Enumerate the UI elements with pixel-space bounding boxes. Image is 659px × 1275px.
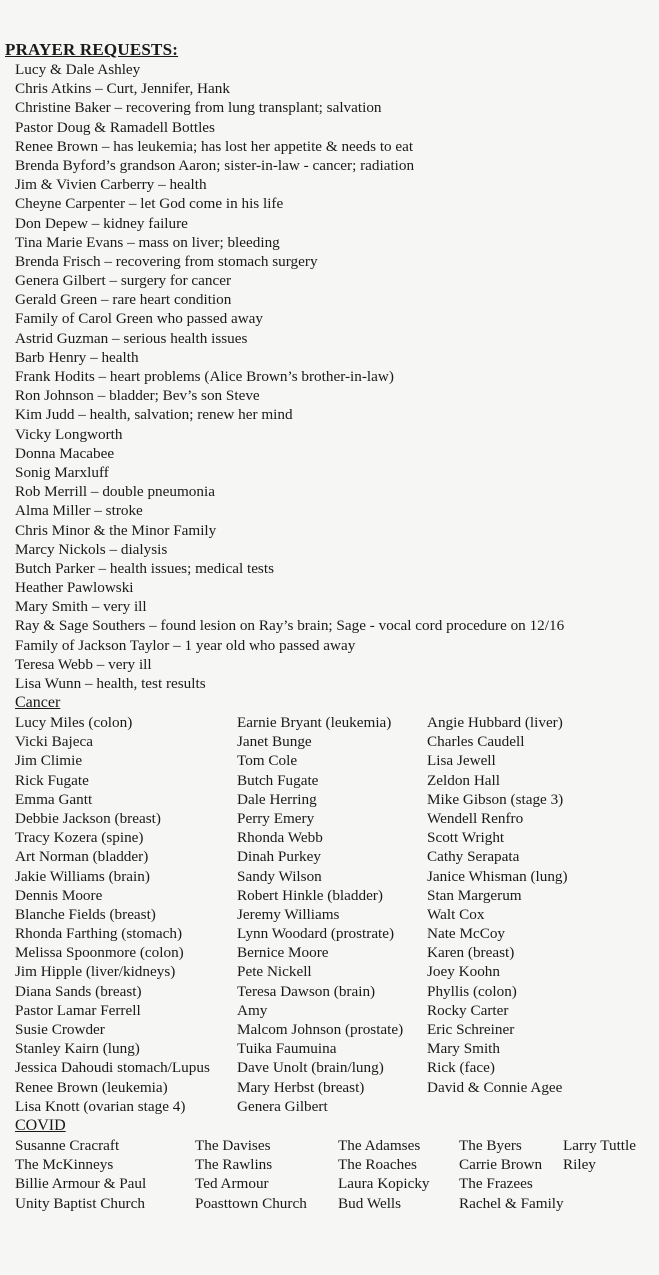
cancer-name-entry: Stan Margerum bbox=[427, 886, 522, 904]
cancer-name-entry: Emma Gantt bbox=[15, 790, 93, 808]
cancer-name-entry: Rick Fugate bbox=[15, 771, 89, 789]
prayer-request-item: Pastor Doug & Ramadell Bottles bbox=[15, 118, 215, 136]
cancer-row bbox=[15, 1097, 655, 1116]
cancer-name-entry: Phyllis (colon) bbox=[427, 982, 517, 1000]
cancer-row bbox=[15, 867, 655, 886]
cancer-name-entry: Nate McCoy bbox=[427, 925, 506, 943]
cancer-name-entry: Malcom Johnson (prostate) bbox=[237, 1021, 404, 1038]
cancer-name-entry: Teresa Dawson (brain) bbox=[237, 982, 376, 1000]
cancer-row bbox=[15, 982, 655, 1001]
cancer-name-entry: Bernice Moore bbox=[237, 944, 329, 962]
prayer-request-item: Chris Minor & the Minor Family bbox=[15, 521, 217, 539]
cancer-name-entry: David & Connie Agee bbox=[427, 1078, 563, 1096]
cancer-name-entry: Melissa Spoonmore (colon) bbox=[15, 944, 184, 962]
prayer-request-list bbox=[15, 60, 655, 693]
cancer-name-entry: Scott Wright bbox=[427, 829, 505, 847]
cancer-name-entry: Lisa Jewell bbox=[427, 752, 496, 770]
cancer-name-entry: Dave Unolt (brain/lung) bbox=[237, 1059, 384, 1077]
cancer-name-entry: Blanche Fields (breast) bbox=[15, 905, 156, 923]
cancer-name-entry: Perry Emery bbox=[237, 809, 315, 827]
cancer-name-entry: Mike Gibson (stage 3) bbox=[427, 790, 564, 808]
covid-name-entry: Unity Baptist Church bbox=[15, 1194, 145, 1212]
cancer-row bbox=[15, 847, 655, 866]
cancer-name-entry: Art Norman (bladder) bbox=[15, 848, 149, 866]
cancer-name-entry: Debbie Jackson (breast) bbox=[15, 809, 161, 827]
cancer-list bbox=[15, 713, 655, 1116]
prayer-request-item: Gerald Green – rare heart condition bbox=[15, 291, 232, 309]
covid-name-entry: Poasttown Church bbox=[195, 1194, 307, 1212]
cancer-name-entry: Walt Cox bbox=[427, 905, 485, 923]
covid-name-entry: The McKinneys bbox=[15, 1156, 114, 1174]
cancer-row bbox=[15, 943, 655, 962]
prayer-request-item: Don Depew – kidney failure bbox=[15, 214, 188, 232]
cancer-name-entry: Pastor Lamar Ferrell bbox=[15, 1001, 141, 1019]
cancer-name-entry: Amy bbox=[237, 1001, 268, 1019]
covid-list bbox=[15, 1136, 659, 1213]
cancer-row bbox=[15, 1020, 655, 1039]
covid-name-entry: Bud Wells bbox=[338, 1194, 402, 1212]
covid-name-entry: Laura Kopicky bbox=[338, 1175, 430, 1193]
cancer-heading: Cancer bbox=[15, 694, 61, 711]
prayer-request-item: Rob Merrill – double pneumonia bbox=[15, 483, 215, 501]
cancer-name-entry: Janet Bunge bbox=[237, 733, 312, 751]
covid-name-entry: The Roaches bbox=[338, 1156, 417, 1174]
prayer-request-item: Donna Macabee bbox=[15, 444, 115, 462]
covid-name-entry: Riley bbox=[563, 1156, 596, 1174]
cancer-name-entry: Sandy Wilson bbox=[237, 867, 322, 885]
prayer-request-item: Brenda Byford’s grandson Aaron; sister-in-law - cancer; radiation bbox=[15, 156, 415, 174]
cancer-name-entry: Charles Caudell bbox=[427, 733, 525, 751]
cancer-name-entry: Mary Herbst (breast) bbox=[237, 1078, 365, 1096]
prayer-request-item: Lucy & Dale Ashley bbox=[15, 61, 141, 78]
prayer-request-item: Chris Atkins – Curt, Jennifer, Hank bbox=[15, 80, 230, 98]
covid-name-entry: The Adamses bbox=[338, 1137, 421, 1154]
cancer-name-entry: Tracy Kozera (spine) bbox=[15, 829, 144, 847]
cancer-name-entry: Janice Whisman (lung) bbox=[427, 867, 568, 885]
covid-row bbox=[15, 1194, 659, 1213]
cancer-name-entry: Cathy Serapata bbox=[427, 848, 520, 866]
cancer-row bbox=[15, 713, 655, 732]
prayer-request-item: Mary Smith – very ill bbox=[15, 598, 147, 616]
prayer-request-item: Lisa Wunn – health, test results bbox=[15, 675, 206, 692]
covid-name-entry: The Byers bbox=[459, 1137, 522, 1154]
covid-name-entry: Susanne Cracraft bbox=[15, 1137, 120, 1154]
cancer-name-entry: Jakie Williams (brain) bbox=[15, 867, 150, 885]
cancer-row bbox=[15, 771, 655, 790]
covid-name-entry: Ted Armour bbox=[195, 1175, 269, 1193]
cancer-name-entry: Vicki Bajeca bbox=[15, 733, 93, 751]
cancer-name-entry: Rhonda Webb bbox=[237, 829, 323, 847]
prayer-request-item: Teresa Webb – very ill bbox=[15, 655, 152, 673]
prayer-request-item: Renee Brown – has leukemia; has lost her appetite & needs to eat bbox=[15, 137, 414, 155]
prayer-request-item: Family of Carol Green who passed away bbox=[15, 310, 263, 328]
cancer-name-entry: Earnie Bryant (leukemia) bbox=[237, 714, 392, 731]
prayer-request-item: Christine Baker – recovering from lung transplant; salvation bbox=[15, 99, 382, 117]
prayer-request-item: Butch Parker – health issues; medical tests bbox=[15, 559, 274, 577]
cancer-name-entry: Butch Fugate bbox=[237, 771, 319, 789]
cancer-name-entry: Dale Herring bbox=[237, 790, 317, 808]
prayer-request-item: Alma Miller – stroke bbox=[15, 502, 143, 520]
cancer-row bbox=[15, 751, 655, 770]
prayer-request-item: Marcy Nickols – dialysis bbox=[15, 540, 168, 558]
prayer-request-item: Brenda Frisch – recovering from stomach surgery bbox=[15, 252, 318, 270]
cancer-name-entry: Joey Koohn bbox=[427, 963, 500, 981]
cancer-row bbox=[15, 1039, 655, 1058]
prayer-request-item: Sonig Marxluff bbox=[15, 463, 109, 481]
cancer-name-entry: Karen (breast) bbox=[427, 944, 515, 962]
prayer-request-item: Vicky Longworth bbox=[15, 425, 123, 443]
covid-name-entry: The Davises bbox=[195, 1137, 271, 1154]
prayer-request-item: Tina Marie Evans – mass on liver; bleeding bbox=[15, 233, 280, 251]
prayer-request-item: Frank Hodits – heart problems (Alice Brown’s brother-in-law) bbox=[15, 368, 394, 385]
cancer-name-entry: Eric Schreiner bbox=[427, 1021, 515, 1038]
cancer-row bbox=[15, 1078, 655, 1097]
covid-row bbox=[15, 1174, 659, 1193]
cancer-name-entry: Tom Cole bbox=[237, 752, 298, 770]
cancer-name-entry: Jeremy Williams bbox=[237, 905, 340, 923]
prayer-request-item: Heather Pawlowski bbox=[15, 579, 134, 597]
cancer-row bbox=[15, 1001, 655, 1020]
cancer-name-entry: Wendell Renfro bbox=[427, 809, 524, 827]
prayer-request-item: Genera Gilbert – surgery for cancer bbox=[15, 272, 232, 290]
cancer-row bbox=[15, 1058, 655, 1077]
cancer-name-entry: Pete Nickell bbox=[237, 963, 312, 981]
cancer-name-entry: Susie Crowder bbox=[15, 1021, 105, 1038]
covid-name-entry: Billie Armour & Paul bbox=[15, 1175, 147, 1193]
cancer-name-entry: Rick (face) bbox=[427, 1059, 495, 1077]
prayer-request-item: Jim & Vivien Carberry – health bbox=[15, 176, 207, 194]
cancer-name-entry: Jim Hipple (liver/kidneys) bbox=[15, 963, 176, 981]
cancer-name-entry: Tuika Faumuina bbox=[237, 1040, 337, 1058]
cancer-name-entry: Mary Smith bbox=[427, 1040, 500, 1058]
cancer-name-entry: Renee Brown (leukemia) bbox=[15, 1078, 168, 1096]
cancer-name-entry: Zeldon Hall bbox=[427, 771, 500, 789]
cancer-name-entry: Genera Gilbert bbox=[237, 1097, 328, 1115]
covid-heading: COVID bbox=[15, 1117, 66, 1134]
covid-row bbox=[15, 1155, 659, 1174]
covid-name-entry: Rachel & Family bbox=[459, 1194, 564, 1212]
prayer-request-item: Astrid Guzman – serious health issues bbox=[15, 329, 248, 347]
cancer-name-entry: Angie Hubbard (liver) bbox=[427, 714, 563, 731]
cancer-name-entry: Robert Hinkle (bladder) bbox=[237, 886, 383, 904]
cancer-name-entry: Jim Climie bbox=[15, 752, 83, 770]
covid-row bbox=[15, 1136, 659, 1155]
covid-name-entry: The Rawlins bbox=[195, 1156, 273, 1174]
cancer-row bbox=[15, 809, 655, 828]
cancer-row bbox=[15, 905, 655, 924]
cancer-name-entry: Rhonda Farthing (stomach) bbox=[15, 925, 183, 943]
cancer-name-entry: Stanley Kairn (lung) bbox=[15, 1040, 140, 1058]
cancer-name-entry: Lisa Knott (ovarian stage 4) bbox=[15, 1097, 186, 1115]
cancer-name-entry: Dennis Moore bbox=[15, 886, 103, 904]
prayer-request-item: Ray & Sage Southers – found lesion on Ray’s brain; Sage - vocal cord procedure on 12/16 bbox=[15, 617, 565, 635]
covid-name-entry: Carrie Brown bbox=[459, 1156, 543, 1174]
cancer-row bbox=[15, 828, 655, 847]
covid-name-entry: Larry Tuttle bbox=[563, 1137, 636, 1154]
page-title: PRAYER REQUESTS: bbox=[5, 40, 179, 59]
cancer-row bbox=[15, 732, 655, 751]
covid-name-entry: The Frazees bbox=[459, 1175, 533, 1193]
cancer-row bbox=[15, 790, 655, 809]
cancer-name-entry: Rocky Carter bbox=[427, 1001, 509, 1019]
prayer-request-item: Barb Henry – health bbox=[15, 348, 139, 366]
cancer-name-entry: Jessica Dahoudi stomach/Lupus bbox=[15, 1059, 210, 1077]
cancer-row bbox=[15, 962, 655, 981]
cancer-name-entry: Lucy Miles (colon) bbox=[15, 714, 133, 731]
prayer-request-item: Ron Johnson – bladder; Bev’s son Steve bbox=[15, 387, 260, 405]
prayer-request-item: Family of Jackson Taylor – 1 year old who passed away bbox=[15, 636, 356, 654]
prayer-request-item: Kim Judd – health, salvation; renew her mind bbox=[15, 406, 293, 424]
cancer-row bbox=[15, 886, 655, 905]
cancer-name-entry: Dinah Purkey bbox=[237, 848, 321, 866]
cancer-name-entry: Diana Sands (breast) bbox=[15, 982, 142, 1000]
prayer-request-item: Cheyne Carpenter – let God come in his life bbox=[15, 195, 284, 213]
cancer-name-entry: Lynn Woodard (prostrate) bbox=[237, 925, 395, 943]
cancer-row bbox=[15, 924, 655, 943]
